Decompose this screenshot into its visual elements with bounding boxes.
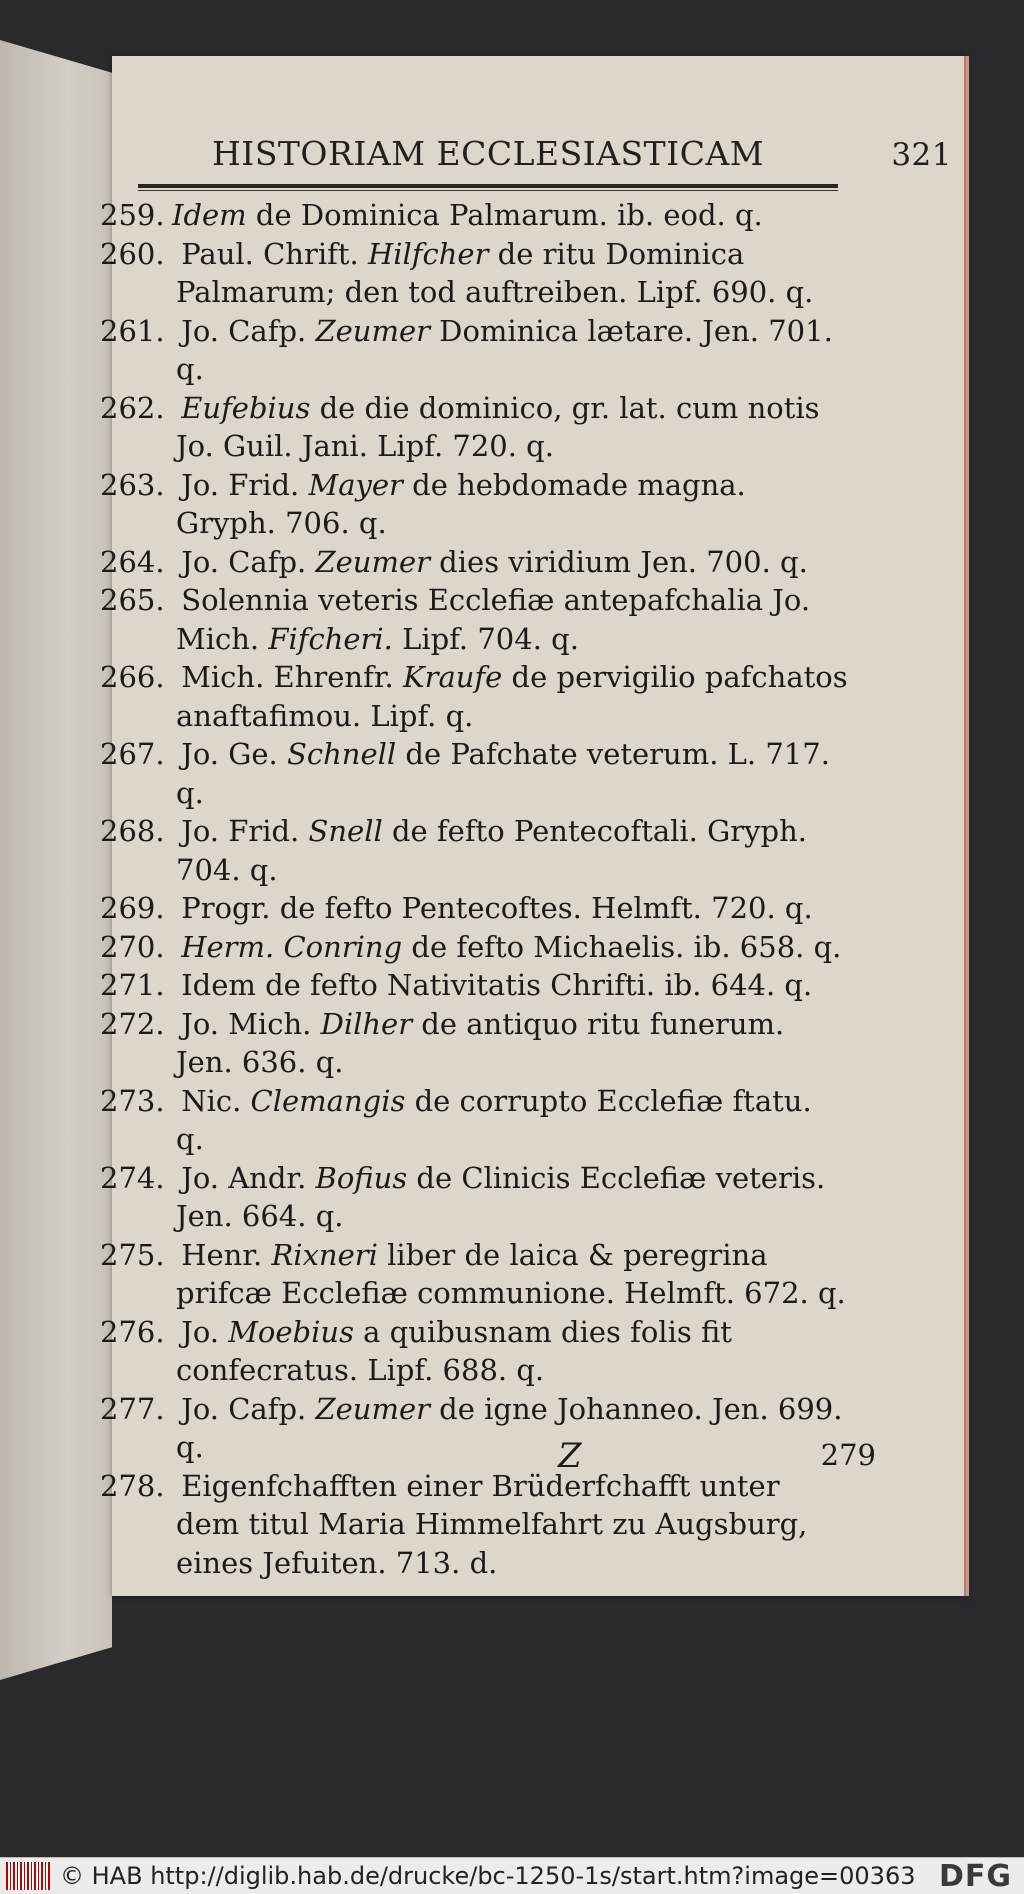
entry-text: Jo. Ge. [172, 737, 287, 771]
entry-number: 274. [100, 1160, 165, 1195]
list-item [100, 466, 848, 543]
entry-author: Herm. Conring [181, 929, 403, 964]
entry-author: Zeumer [315, 544, 430, 579]
entry-number: 271. [100, 968, 165, 1002]
bibliography-list [100, 196, 848, 1582]
entry-text: Nic. [172, 1083, 251, 1118]
entry-author: Idem [172, 198, 247, 232]
entry-text: de antiquo ritu funerum. Jen. 636. q. [176, 1006, 785, 1079]
entry-author: Bofius [315, 1160, 408, 1195]
entry-text: Jo. Frid. [172, 467, 309, 502]
header-rule-thin [138, 190, 838, 191]
entry-number: 273. [100, 1083, 165, 1118]
entry-number: 262. [100, 390, 165, 425]
list-item [100, 1313, 848, 1390]
entry-author: Eufebius [181, 390, 311, 425]
entry-text: Henr. [172, 1237, 272, 1272]
page-number: 321 [891, 137, 952, 173]
entry-text: de Clinicis Ecclefiæ veteris. Jen. 664. q. [176, 1160, 826, 1233]
copyright-url[interactable]: © HAB http://diglib.hab.de/drucke/bc-1250-1s/start.htm?image=00363 [60, 1862, 916, 1890]
header-rule [138, 184, 838, 188]
list-item [100, 658, 848, 735]
entry-text [172, 930, 181, 964]
entry-number: 268. [100, 814, 165, 848]
list-item [100, 812, 848, 889]
list-item [100, 1082, 848, 1159]
list-item [100, 1236, 848, 1313]
barcode-icon [6, 1862, 50, 1890]
entry-text: Solennia veteris Ecclefiæ antepafchalia Jo. Mich. [172, 583, 811, 656]
entry-author: Zeumer [315, 1391, 430, 1426]
entry-author: Schnell [287, 737, 397, 771]
entry-text: Paul. Chrift. [172, 236, 368, 271]
entry-number: 277. [100, 1391, 165, 1426]
entry-text: Jo. Cafp. [172, 1391, 316, 1426]
entry-text [172, 391, 181, 425]
entry-text: Jo. [172, 1314, 229, 1349]
entry-text: liber de laica & peregrina prifcæ Ecclefiæ communione. Helmft. 672. q. [176, 1237, 846, 1310]
running-header [212, 134, 952, 174]
entry-text: de hebdomade magna. Gryph. 706. q. [176, 467, 746, 540]
entry-text: de fefto Michaelis. ib. 658. q. [402, 929, 842, 964]
entry-text: Jo. Mich. [172, 1006, 321, 1041]
list-item [100, 312, 848, 389]
entry-number: 260. [100, 236, 165, 271]
list-item [100, 196, 848, 235]
entry-text: Eigenfchafften einer Brüderfchafft unter dem titul Maria Himmelfahrt zu Augsburg, eines Jefuiten. 713. d. [172, 1468, 808, 1580]
entry-author: Rixneri [271, 1237, 378, 1272]
entry-number: 275. [100, 1237, 165, 1272]
catchword: 279 [820, 1438, 876, 1472]
entry-author: Fifcheri. [268, 621, 393, 656]
signature-mark: Z [558, 1436, 582, 1476]
list-item [100, 581, 848, 658]
entry-author: Dilher [320, 1006, 413, 1041]
entry-text: de die dominico, gr. lat. cum notis Jo. Guil. Jani. Lipf. 720. q. [176, 390, 820, 463]
entry-text: Dominica lætare. Jen. 701. q. [176, 313, 833, 386]
entry-author: Moebius [228, 1314, 354, 1349]
entry-text: de igne Johanneo. Jen. 699. q. [176, 1391, 843, 1464]
entry-text: de ritu Dominica Palmarum; den tod auftreiben. Lipf. 690. q. [176, 236, 814, 309]
list-item [100, 735, 848, 812]
list-item [100, 1005, 848, 1082]
book-page [100, 56, 966, 1596]
list-item [100, 1159, 848, 1236]
list-item [100, 235, 848, 312]
entry-author: Snell [308, 814, 383, 848]
running-title: HISTORIAM ECCLESIASTICAM [212, 134, 765, 173]
entry-text: Idem de fefto Nativitatis Chrifti. ib. 644. q. [172, 968, 813, 1002]
entry-text: Lipf. 704. q. [392, 621, 579, 656]
list-item [100, 1467, 848, 1583]
entry-author: Clemangis [250, 1083, 406, 1118]
entry-text: Jo. Cafp. [172, 313, 316, 348]
entry-number: 267. [100, 737, 165, 771]
entry-text: de pervigilio pafchatos anaftafimou. Lipf. q. [176, 660, 848, 733]
entry-text: de Pafchate veterum. L. 717. q. [176, 737, 830, 810]
list-item [100, 543, 848, 582]
dfg-logo: DFG [938, 1858, 1012, 1894]
entry-number: 261. [100, 313, 165, 348]
entry-text: Jo. Frid. [172, 814, 309, 848]
entry-text: de corrupto Ecclefiæ ftatu. q. [176, 1083, 812, 1156]
entry-number: 266. [100, 660, 165, 694]
entry-number: 264. [100, 544, 165, 579]
entry-text: Jo. Andr. [172, 1160, 316, 1195]
list-item [100, 928, 848, 967]
entry-number: 272. [100, 1006, 165, 1041]
entry-number: 270. [100, 929, 165, 964]
entry-text: de fefto Pentecoftali. Gryph. 704. q. [176, 814, 807, 887]
list-item [100, 389, 848, 466]
entry-text: dies viridium Jen. 700. q. [429, 544, 808, 579]
facing-page-edge [0, 40, 112, 1680]
list-item [100, 889, 848, 928]
entry-number: 278. [100, 1468, 165, 1503]
entry-number: 265. [100, 583, 165, 617]
entry-number: 259. [100, 198, 165, 232]
entry-author: Kraufe [402, 660, 503, 694]
entry-text: Jo. Cafp. [172, 544, 316, 579]
entry-text: Mich. Ehrenfr. [172, 660, 403, 694]
entry-author: Mayer [308, 467, 403, 502]
entry-text: Progr. de fefto Pentecoftes. Helmft. 720. q. [172, 891, 813, 925]
entry-text: de Dominica Palmarum. ib. eod. q. [246, 198, 763, 232]
entry-author: Zeumer [315, 313, 430, 348]
viewer-status-bar [0, 1857, 1024, 1894]
entry-text: a quibusnam dies folis fit confecratus. Lipf. 688. q. [176, 1314, 732, 1387]
entry-number: 276. [100, 1314, 165, 1349]
page-footer [176, 1438, 876, 1478]
entry-number: 269. [100, 891, 165, 925]
entry-author: Hilfcher [367, 236, 489, 271]
list-item [100, 966, 848, 1005]
entry-number: 263. [100, 467, 165, 502]
